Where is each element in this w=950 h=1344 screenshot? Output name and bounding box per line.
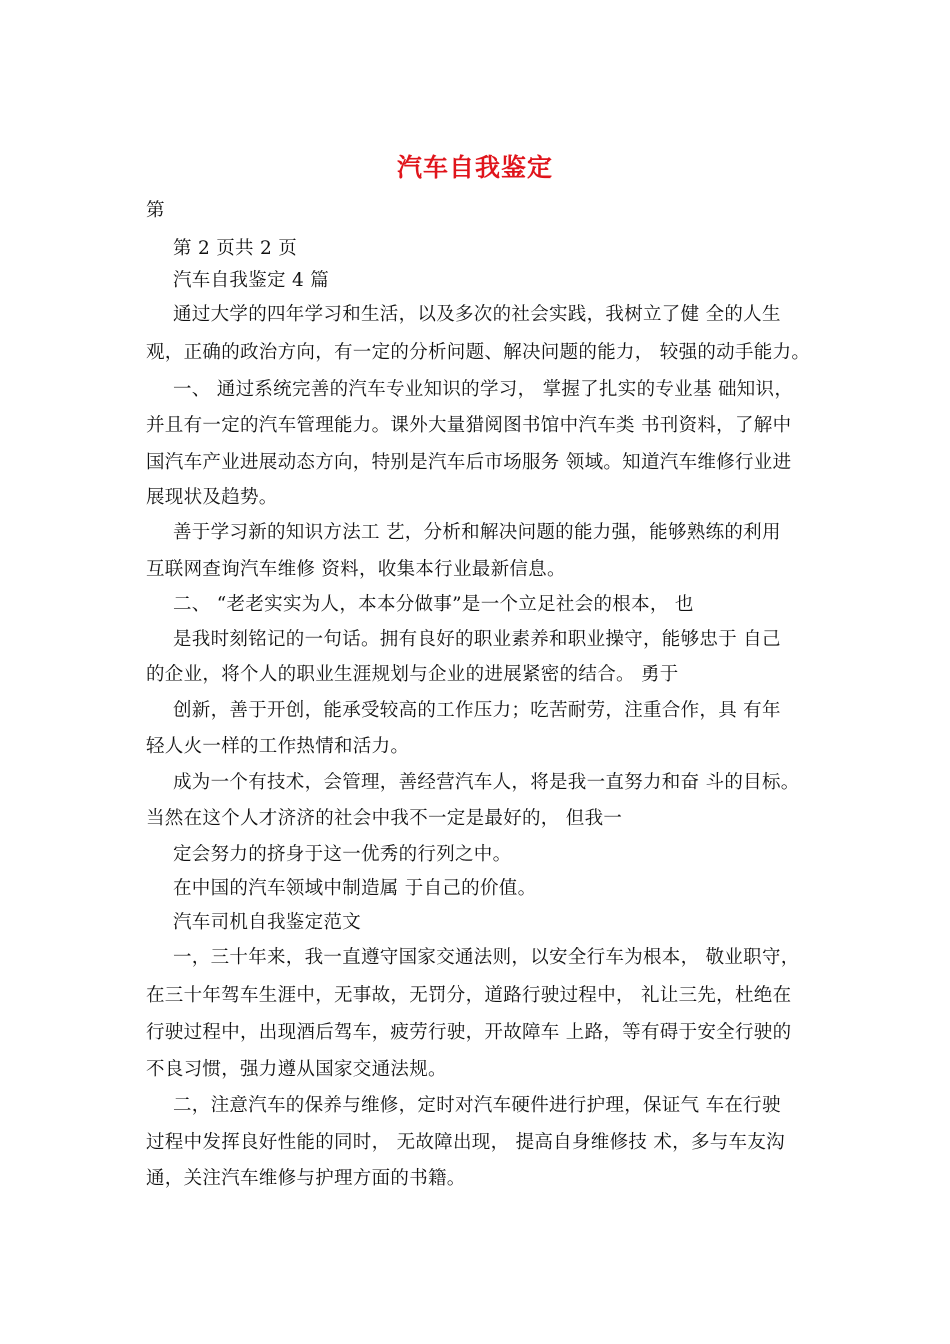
body-line: 定会努力的挤身于这一优秀的行列之中。 (173, 844, 512, 865)
body-line: 的企业，将个人的职业生涯规划与企业的进展紧密的结合。 勇于 (146, 664, 679, 685)
body-line: 展现状及趋势。 (146, 487, 278, 508)
body-line: 二，注意汽车的保养与维修，定时对汽车硬件进行护理，保证气 车在行驶 (173, 1095, 781, 1116)
body-line: 互联网查询汽车维修 资料，收集本行业最新信息。 (146, 559, 566, 580)
section-heading: 汽车司机自我鉴定范文 (173, 912, 362, 933)
body-line: 并且有一定的汽车管理能力。课外大量猎阅图书馆中汽车类 书刊资料，了解中 (146, 415, 792, 436)
page-indicator: 第 2 页共 2 页 (173, 238, 298, 259)
body-line: 不良习惯，强力遵从国家交通法规。 (146, 1059, 447, 1080)
body-line: 通过大学的四年学习和生活，以及多次的社会实践，我树立了健 全的人生 (173, 304, 781, 325)
body-line: 一，三十年来，我一直遵守国家交通法则，以安全行车为根本， 敬业职守， (173, 947, 800, 968)
document-title: 汽车自我鉴定 (396, 153, 553, 182)
body-line: 成为一个有技术，会管理，善经营汽车人，将是我一直努力和奋 斗的目标。 (173, 772, 800, 793)
body-line: 通，关注汽车维修与护理方面的书籍。 (146, 1168, 466, 1189)
body-line: 当然在这个人才济济的社会中我不一定是最好的， 但我一 (146, 808, 623, 829)
body-line: 二、 “老老实实为人，本本分做事”是一个立足社会的根本， 也 (173, 594, 694, 615)
body-line: 一、 通过系统完善的汽车专业知识的学习， 掌握了扎实的专业基 础知识， (173, 379, 794, 400)
body-line: 在三十年驾车生涯中，无事故，无罚分，道路行驶过程中， 礼让三先，杜绝在 (146, 985, 792, 1006)
body-line: 过程中发挥良好性能的同时， 无故障出现， 提高自身维修技 术，多与车友沟 (146, 1132, 785, 1153)
body-line: 是我时刻铭记的一句话。拥有良好的职业素养和职业操守，能够忠于 自己 (173, 629, 781, 650)
body-line: 创新，善于开创，能承受较高的工作压力；吃苦耐劳，注重合作，具 有年 (173, 700, 781, 721)
body-line: 善于学习新的知识方法工 艺，分析和解决问题的能力强，能够熟练的利用 (173, 522, 781, 543)
body-line: 国汽车产业进展动态方向，特别是汽车后市场服务 领域。知道汽车维修行业进 (146, 452, 792, 473)
body-line: 行驶过程中，出现酒后驾车，疲劳行驶，开故障车 上路，等有碍于安全行驶的 (146, 1022, 792, 1043)
body-line: 第 (146, 200, 165, 221)
body-line: 在中国的汽车领域中制造属 于自己的价值。 (173, 878, 537, 899)
body-line: 观，正确的政治方向，有一定的分析问题、解决问题的能力， 较强的动手能力。 (146, 342, 811, 363)
section-heading: 汽车自我鉴定 4 篇 (173, 270, 330, 291)
body-line: 轻人火一样的工作热情和活力。 (146, 736, 410, 757)
